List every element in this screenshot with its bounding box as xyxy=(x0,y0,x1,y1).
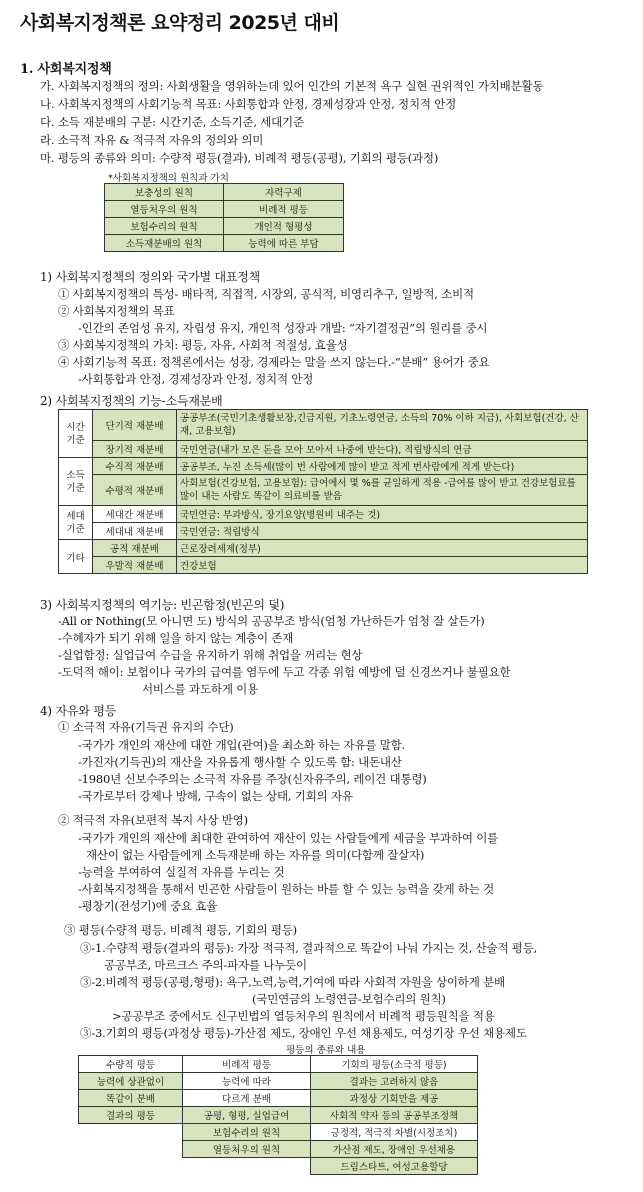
section-heading: 1. 사회복지정책 xyxy=(20,62,112,77)
table-row xyxy=(59,557,588,574)
subsection-heading: 1) 사회복지정책의 정의와 국가별 대표정책 xyxy=(40,270,261,284)
table-row xyxy=(105,201,344,218)
body-line: ③ 평등(수량적 평등, 비례적 평등, 기회의 평등) xyxy=(64,923,297,937)
body-line: -1980년 신보수주의는 소극적 자유를 주장(신자유주의, 레이건 대통령) xyxy=(78,772,427,786)
body-line: -All or Nothing(모 아니면 도) 방식의 공공부조 방식(엄청 가난하든가 엄청 잘 살든가) xyxy=(58,614,485,628)
table-row xyxy=(79,1090,478,1107)
table-row xyxy=(79,1073,478,1090)
table-cell: 가산점 제도, 장애인 우선채용 xyxy=(311,1141,478,1158)
body-line: -평창기(전성기)에 중요 효율 xyxy=(78,899,218,913)
table-row xyxy=(79,1124,478,1141)
table-cell: 장기적 재분배 xyxy=(93,441,177,458)
table-cell: 국민연금: 적립방식 xyxy=(177,523,588,540)
empty-cell xyxy=(79,1141,183,1158)
table-row xyxy=(105,218,344,235)
table-row xyxy=(59,441,588,458)
table-cell: 보험수리의 원칙 xyxy=(105,218,224,235)
table-cell: 세대간 재분배 xyxy=(93,506,177,523)
empty-cell xyxy=(183,1158,311,1175)
group-cell: 세대 기준 xyxy=(59,506,93,540)
table-cell: 공공부조, 누진 소득세(많이 번 사람에게 많이 받고 적게 번사람에게 적게 받는다) xyxy=(177,458,588,475)
body-line: -실업함정: 실업급여 수급을 유지하기 위해 취업을 꺼리는 현상 xyxy=(58,648,363,662)
body-line: ③-3.기회의 평등(과정상 평등)-가산점 제도, 장애인 우선 채용제도, 여성기장 우선 채용제도 xyxy=(80,1026,527,1040)
table-row xyxy=(59,523,588,540)
section-item: 마. 평등의 종류와 의미: 수량적 평등(결과), 비례적 평등(공평), 기회의 평등(과정) xyxy=(40,151,439,165)
table-cell: 건강보험 xyxy=(177,557,588,574)
table-cell: 보험수리의 원칙 xyxy=(183,1124,311,1141)
table-cell: 국민연금(내가 모은 돈을 모아 모아서 나중에 받는다), 적립방식의 연금 xyxy=(177,441,588,458)
table-row xyxy=(79,1158,478,1175)
table-cell: 능력에 상관없이 xyxy=(79,1073,183,1090)
principles-table xyxy=(104,183,344,252)
body-line: -국가가 개인의 재산에 대한 개입(관여)을 최소화 하는 자유를 말함. xyxy=(78,738,405,752)
empty-cell xyxy=(79,1124,183,1141)
body-line: ③-1.수량적 평등(결과의 평등): 가장 적극적, 결과적으로 똑같이 나눠 가지는 것, 산술적 평등, xyxy=(80,941,538,955)
table-row xyxy=(59,475,588,506)
table-row xyxy=(79,1107,478,1124)
table-cell: 다르게 분배 xyxy=(183,1090,311,1107)
table-cell: 우발적 재분배 xyxy=(93,557,177,574)
table-row xyxy=(59,458,588,475)
body-line: (국민연금의 노령연금-보험수리의 원칙) xyxy=(252,992,446,1006)
table-cell: 긍정적, 적극적 차별(시정조치) xyxy=(311,1124,478,1141)
table-cell: 소득재분배의 원칙 xyxy=(105,235,224,252)
redistribution-table xyxy=(58,409,588,574)
body-line: -능력을 부여하여 실질적 자유를 누리는 것 xyxy=(78,865,285,879)
body-line: -인간의 존엄성 유지, 자립성 유지, 개인적 성장과 개발: “자기결정권”의 원리를 중시 xyxy=(78,321,488,335)
body-line: ③-2.비례적 평등(공평,형평): 욕구,노력,능력,기여에 따라 사회적 자원을 상이하게 분배 xyxy=(80,975,505,989)
body-line: 서비스를 과도하게 이용 xyxy=(142,682,258,696)
table-cell: 공적 재분배 xyxy=(93,540,177,557)
table-cell: 능력에 따른 부담 xyxy=(224,235,344,252)
table-cell: 국민연금: 부과방식, 장기요양(병원비 내주는 것) xyxy=(177,506,588,523)
group-cell: 시간 기준 xyxy=(59,410,93,458)
subsection-heading: 2) 사회복지정책의 기능-소득재분배 xyxy=(40,394,223,408)
body-line: ② 적극적 자유(보편적 복지 사상 반영) xyxy=(58,813,248,827)
table-row xyxy=(105,184,344,201)
section-item: 가. 사회복지정책의 정의: 사회생활을 영위하는데 있어 인간의 기본적 욕구 실현 권위적인 가치배분활동 xyxy=(40,79,544,93)
table-row xyxy=(105,235,344,252)
table-cell: 사회보험(건강보험, 고용보험): 급여에서 몇 %를 균일하게 적용 -급여를 많이 받고 건강보험료를 많이 내는 사람도 똑같이 의료비를 받음 xyxy=(177,475,588,506)
section-item: 다. 소득 재분배의 구분: 시간기준, 소득기준, 세대기준 xyxy=(40,115,304,129)
body-line: -국가로부터 강제나 방해, 구속이 없는 상태, 기회의 자유 xyxy=(78,789,353,803)
table-cell: 능력에 따라 xyxy=(183,1073,311,1090)
body-line: -국가가 개인의 재산에 최대한 관여하여 재산이 있는 사람들에게 세금을 부과하여 이를 xyxy=(78,831,499,845)
table-cell: 공공부조(국민기초생활보장,긴급지원, 기초노령연금, 소득의 70% 이하 지급), 사회보험(건강, 산재, 고용보험) xyxy=(177,410,588,441)
body-line: ③ 사회복지정책의 가치: 평등, 자유, 사회적 적절성, 효율성 xyxy=(58,338,348,352)
table-cell: 수직적 재분배 xyxy=(93,458,177,475)
table-cell: 결과의 평등 xyxy=(79,1107,183,1124)
subsection-heading: 3) 사회복지정책의 역기능: 빈곤함정(빈곤의 덫) xyxy=(40,598,285,612)
body-line: -가진자(기득권)의 재산을 자유롭게 행사할 수 있도록 함: 내돈내산 xyxy=(78,755,402,769)
table-caption: *사회복지정책의 원칙과 가치 xyxy=(108,173,229,184)
body-line: -도덕적 해이: 보험이나 국가의 급여를 염두에 두고 각종 위험 예방에 덜 신경쓰거나 불필요한 xyxy=(58,665,511,679)
table-cell: 공평, 형평, 실업급여 xyxy=(183,1107,311,1124)
body-line: >공공부조 중에서도 신구빈법의 열등처우의 원칙에서 비례적 평등원칙을 적용 xyxy=(112,1009,495,1023)
table-cell: 보충성의 원칙 xyxy=(105,184,224,201)
group-cell: 기타 xyxy=(59,540,93,574)
section-item: 나. 사회복지정책의 사회기능적 목표: 사회통합과 안정, 경제성장과 안정, 정치적 안정 xyxy=(40,97,457,111)
table-row xyxy=(79,1056,478,1073)
table-cell: 개인적 형평성 xyxy=(224,218,344,235)
table-header: 기회의 평등(소극적 평등) xyxy=(311,1056,478,1073)
table-cell: 똑같이 분배 xyxy=(79,1090,183,1107)
table-header: 수량적 평등 xyxy=(79,1056,183,1073)
empty-cell xyxy=(79,1158,183,1175)
body-line: -수혜자가 되기 위해 일을 하지 않는 계층이 존재 xyxy=(58,631,294,645)
body-line: ① 소극적 자유(기득권 유지의 수단) xyxy=(58,720,234,734)
table-cell: 사회적 약자 등의 공공부조정책 xyxy=(311,1107,478,1124)
body-line: ① 사회복지정책의 특성- 배타적, 직접적, 시장외, 공식적, 비영리추구, 일방적, 소비적 xyxy=(58,287,474,301)
table-cell: 결과는 고려하지 않음 xyxy=(311,1073,478,1090)
table-header: 비례적 평등 xyxy=(183,1056,311,1073)
body-line: ② 사회복지정책의 목표 xyxy=(58,304,175,318)
body-line: 공공부조, 마르크스 주의-파자를 나누듯이 xyxy=(104,958,307,972)
page-title: 사회복지정책론 요약정리 2025년 대비 xyxy=(20,12,340,34)
table-cell: 자력구제 xyxy=(224,184,344,201)
equality-table xyxy=(78,1055,478,1175)
table-caption: 평등의 종류와 내용 xyxy=(286,1045,366,1056)
body-line: -사회복지정책을 통해서 빈곤한 사람들이 원하는 바를 할 수 있는 능력을 갖게 하는 것 xyxy=(78,882,495,896)
table-row xyxy=(79,1141,478,1158)
table-row xyxy=(59,506,588,523)
table-cell: 근로장려세제(정부) xyxy=(177,540,588,557)
table-cell: 드림스타트, 여성고용할당 xyxy=(311,1158,478,1175)
table-cell: 열등처우의 원칙 xyxy=(183,1141,311,1158)
table-cell: 수평적 재분배 xyxy=(93,475,177,506)
table-cell: 세대내 재분배 xyxy=(93,523,177,540)
subsection-heading: 4) 자유와 평등 xyxy=(40,704,117,718)
section-item: 라. 소극적 자유 & 적극적 자유의 정의와 의미 xyxy=(40,133,264,147)
body-line: 재산이 없는 사람들에게 소득재분배 하는 자유를 의미(다함께 잘살자) xyxy=(86,848,425,862)
table-cell: 과정상 기회만을 제공 xyxy=(311,1090,478,1107)
table-row xyxy=(59,410,588,441)
table-cell: 비례적 평등 xyxy=(224,201,344,218)
body-line: -사회통합과 안정, 경제성장과 안정, 정치적 안정 xyxy=(78,372,314,386)
group-cell: 소득 기준 xyxy=(59,458,93,506)
table-cell: 열등처우의 원칙 xyxy=(105,201,224,218)
table-row xyxy=(59,540,588,557)
table-cell: 단기적 재분배 xyxy=(93,410,177,441)
body-line: ④ 사회기능적 목표: 정책론에서는 성장, 경제라는 말을 쓰지 않는다.-“분배” 용어가 중요 xyxy=(58,355,490,369)
